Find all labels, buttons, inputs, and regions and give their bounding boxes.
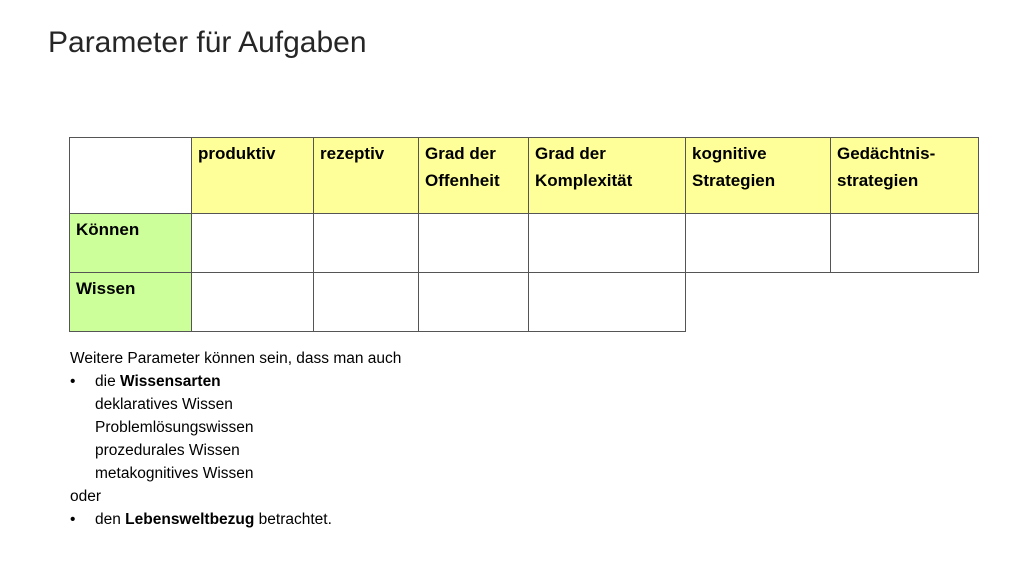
table-cell [419, 273, 529, 332]
header-kognitive-strategien: kognitive Strategien [686, 138, 831, 214]
bullet-prefix: die [95, 373, 120, 390]
table-cell [686, 214, 831, 273]
knowledge-type-item: Problemlösungswissen [95, 419, 254, 436]
header-offenheit: Grad der Offenheit [419, 138, 529, 214]
slide-title: Parameter für Aufgaben [48, 26, 367, 59]
knowledge-type-item: prozedurales Wissen [95, 442, 240, 459]
table-cell [192, 214, 314, 273]
knowledge-type-item: deklaratives Wissen [95, 396, 233, 413]
table-cell [192, 273, 314, 332]
knowledge-type-item: metakognitives Wissen [95, 465, 254, 482]
table-cell [529, 273, 686, 332]
header-produktiv: produktiv [192, 138, 314, 214]
empty-cell [831, 273, 979, 332]
row-label-wissen: Wissen [70, 273, 192, 332]
table-cell [314, 214, 419, 273]
bullet-suffix: betrachtet. [254, 511, 332, 528]
row-label-koennen: Können [70, 214, 192, 273]
body-text [70, 347, 401, 531]
bullet-icon: • [70, 511, 76, 528]
table-header-row [70, 138, 979, 214]
bullet-prefix: den [95, 511, 126, 528]
bullet-bold-term: Lebensweltbezug [125, 511, 255, 528]
table-cell [314, 273, 419, 332]
table-row [70, 214, 979, 273]
header-rezeptiv: rezeptiv [314, 138, 419, 214]
bullet-bold-term: Wissensarten [120, 373, 221, 390]
table-row [70, 273, 979, 332]
parameter-table [69, 137, 979, 332]
corner-cell [70, 138, 192, 214]
table-cell [419, 214, 529, 273]
empty-cell [686, 273, 831, 332]
bullet-lebensweltbezug [70, 508, 401, 531]
bullet-wissensarten [70, 370, 401, 393]
table-cell [529, 214, 686, 273]
table-cell [831, 214, 979, 273]
header-komplexitaet: Grad der Komplexität [529, 138, 686, 214]
bullet-icon: • [70, 373, 76, 390]
header-gedaechtnisstrategien: Gedächtnis-strategien [831, 138, 979, 214]
or-line: oder [70, 488, 102, 505]
intro-line: Weitere Parameter können sein, dass man auch [70, 350, 402, 367]
